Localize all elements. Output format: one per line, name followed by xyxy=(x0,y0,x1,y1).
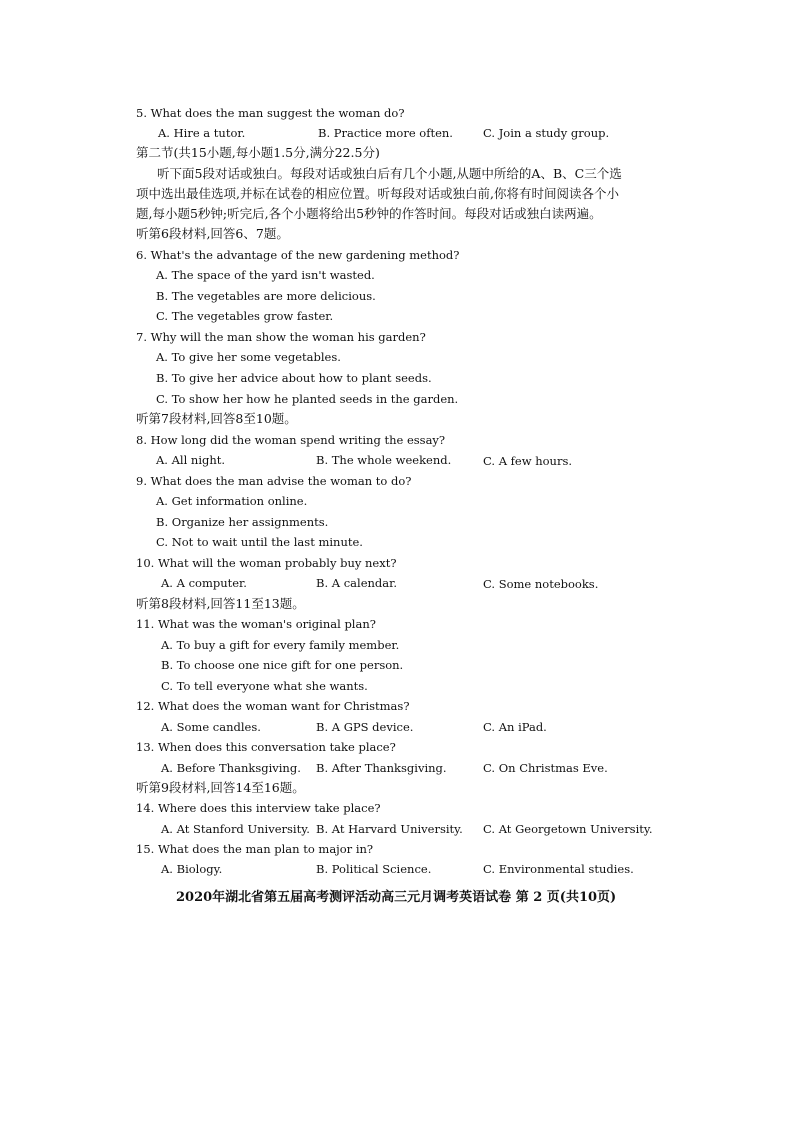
question-5-option-a: A. Hire a tutor. xyxy=(158,126,246,140)
question-14-option-c: C. At Georgetown University. xyxy=(483,822,653,836)
question-5-option-b: B. Practice more often. xyxy=(318,126,453,140)
question-8: 8. How long did the woman spend writing the essay? xyxy=(136,433,446,447)
question-11: 11. What was the woman's original plan? xyxy=(136,617,376,631)
material-6-heading: 听第6段材料,回答6、7题。 xyxy=(136,226,289,241)
question-9-option-a: A. Get information online. xyxy=(156,494,308,508)
question-7: 7. Why will the man show the woman his garden? xyxy=(136,330,426,344)
question-13: 13. When does this conversation take place? xyxy=(136,740,396,754)
question-9-option-b: B. Organize her assignments. xyxy=(156,515,329,529)
question-9: 9. What does the man advise the woman to do? xyxy=(136,474,412,488)
question-9-option-c: C. Not to wait until the last minute. xyxy=(156,535,363,549)
question-6: 6. What's the advantage of the new gardening method? xyxy=(136,248,460,262)
question-5: 5. What does the man suggest the woman do? xyxy=(136,106,405,120)
question-15-option-c: C. Environmental studies. xyxy=(483,862,634,876)
question-13-option-c: C. On Christmas Eve. xyxy=(483,761,608,775)
question-12: 12. What does the woman want for Christmas? xyxy=(136,699,410,713)
page-footer: 2020年湖北省第五届高考测评活动高三元月调考英语试卷 第 2 页(共10页) xyxy=(176,890,617,905)
question-12-option-b: B. A GPS device. xyxy=(316,720,414,734)
question-15-option-a: A. Biology. xyxy=(161,862,223,876)
question-14-option-b: B. At Harvard University. xyxy=(316,822,463,836)
material-8-heading: 听第8段材料,回答11至13题。 xyxy=(136,596,305,611)
question-10-option-a: A. A computer. xyxy=(161,576,247,590)
question-13-option-a: A. Before Thanksgiving. xyxy=(161,761,301,775)
section-2-heading: 第二节(共15小题,每小题1.5分,满分22.5分) xyxy=(136,145,380,160)
section-2-instruction-line-3: 题,每小题5秒钟;听完后,各个小题将给出5秒钟的作答时间。每段对话或独白读两遍。 xyxy=(136,206,602,221)
question-11-option-b: B. To choose one nice gift for one person. xyxy=(161,658,404,672)
question-11-option-c: C. To tell everyone what she wants. xyxy=(161,679,368,693)
material-7-heading: 听第7段材料,回答8至10题。 xyxy=(136,411,297,426)
question-7-option-c: C. To show her how he planted seeds in the garden. xyxy=(156,392,459,406)
question-8-option-b: B. The whole weekend. xyxy=(316,453,452,467)
question-7-option-a: A. To give her some vegetables. xyxy=(156,350,341,364)
question-12-option-a: A. Some candles. xyxy=(161,720,261,734)
question-15-option-b: B. Political Science. xyxy=(316,862,432,876)
question-13-option-b: B. After Thanksgiving. xyxy=(316,761,447,775)
question-11-option-a: A. To buy a gift for every family member. xyxy=(161,638,400,652)
question-8-option-c: C. A few hours. xyxy=(483,454,573,468)
question-10-option-b: B. A calendar. xyxy=(316,576,398,590)
material-9-heading: 听第9段材料,回答14至16题。 xyxy=(136,780,305,795)
question-5-option-c: C. Join a study group. xyxy=(483,126,610,140)
question-8-option-a: A. All night. xyxy=(156,453,226,467)
question-6-option-a: A. The space of the yard isn't wasted. xyxy=(156,268,375,282)
question-12-option-c: C. An iPad. xyxy=(483,720,547,734)
section-2-instruction-line-1: 听下面5段对话或独白。每段对话或独白后有几个小题,从题中所给的A、B、C三个选 xyxy=(157,166,622,181)
question-15: 15. What does the man plan to major in? xyxy=(136,842,374,856)
section-2-instruction-line-2: 项中选出最佳选项,并标在试卷的相应位置。听每段对话或独白前,你将有时间阅读各个小 xyxy=(136,186,619,201)
question-7-option-b: B. To give her advice about how to plant seeds. xyxy=(156,371,432,385)
question-14-option-a: A. At Stanford University. xyxy=(161,822,310,836)
question-10: 10. What will the woman probably buy next? xyxy=(136,556,397,570)
question-14: 14. Where does this interview take place? xyxy=(136,801,381,815)
question-10-option-c: C. Some notebooks. xyxy=(483,577,599,591)
question-6-option-c: C. The vegetables grow faster. xyxy=(156,309,334,323)
question-6-option-b: B. The vegetables are more delicious. xyxy=(156,289,376,303)
